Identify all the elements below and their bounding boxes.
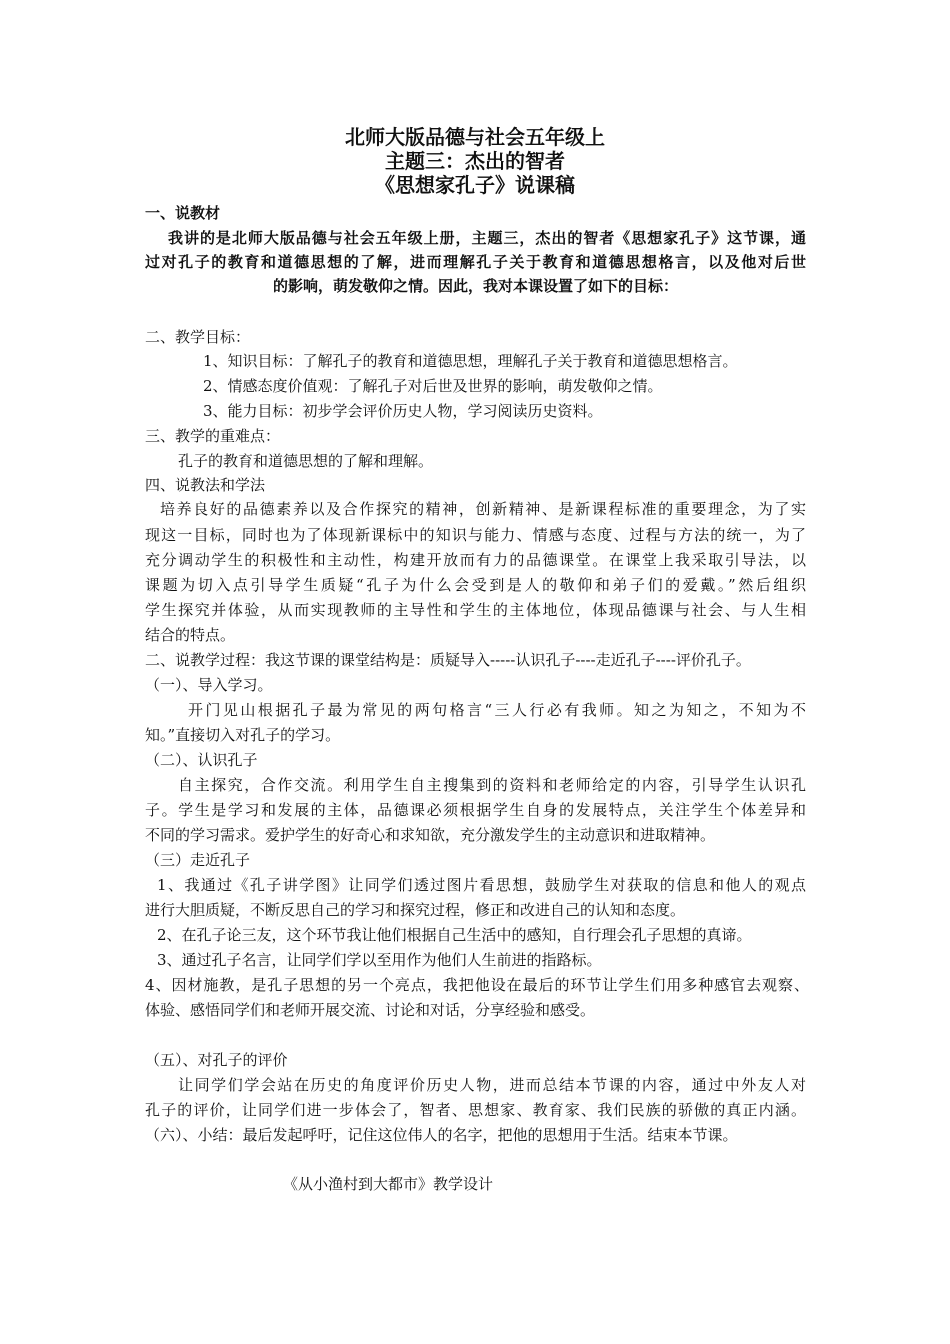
part-3-line: 4、因材施教，是孔子思想的另一个亮点，我把他设在最后的环节让学生们用多种感官去观察、 <box>145 976 809 994</box>
doc-subtitle-lesson: 《思想家孔子》说课稿 <box>375 173 575 197</box>
doc-title: 北师大版品德与社会五年级上 <box>345 125 605 149</box>
part-2-line: 不同的学习需求。爱护学生的好奇心和求知欲，充分激发学生的主动意识和进取精神。 <box>145 826 716 844</box>
part-3-heading: （三）走近孔子 <box>145 851 251 869</box>
part-1-heading: （一）、导入学习。 <box>145 676 273 694</box>
section-1-line-3: 的影响，萌发敬仰之情。因此，我对本课设置了如下的目标： <box>272 277 678 295</box>
section-4-line: 课题为切入点引导学生质疑“孔子为什么会受到是人的敬仰和弟子们的爱戴。”然后组织 <box>145 576 806 594</box>
part-5-line: 让同学们学会站在历史的角度评价历史人物，进而总结本节课的内容，通过中外友人对 <box>178 1076 806 1094</box>
part-1-line: 知。”直接切入对孔子的学习。 <box>145 726 341 744</box>
section-4-line: 现这一目标，同时也为了体现新课标中的知识与能力、情感与态度、过程与方法的统一，为了 <box>145 526 806 544</box>
part-5-heading: （五）、对孔子的评价 <box>145 1051 288 1069</box>
goal-item: 1、知识目标：了解孔子的教育和道德思想，理解孔子关于教育和道德思想格言。 <box>203 352 738 370</box>
section-4-line: 结合的特点。 <box>145 626 236 644</box>
part-2-heading: （二）、认识孔子 <box>145 751 258 769</box>
part-3-line: 进行大胆质疑，不断反思自己的学习和探究过程，修正和改进自己的认知和态度。 <box>145 901 686 919</box>
section-1-line-2: 过对孔子的教育和道德思想的了解，进而理解孔子关于教育和道德思想格言，以及他对后世 <box>145 253 806 271</box>
doc-subtitle-theme: 主题三：杰出的智者 <box>385 149 565 173</box>
section-3-text: 孔子的教育和道德思想的了解和理解。 <box>178 452 434 470</box>
goal-item: 3、能力目标：初步学会评价历史人物，学习阅读历史资料。 <box>203 402 603 420</box>
section-4-heading: 四、说教法和学法 <box>145 476 266 494</box>
section-2-heading: 二、教学目标： <box>145 328 251 346</box>
part-1-line: 开门见山根据孔子最为常见的两句格言“三人行必有我师。知之为知之，不知为不 <box>188 701 806 719</box>
part-3-line: 3、通过孔子名言，让同学们学以至用作为他们人生前进的指路标。 <box>157 951 602 969</box>
section-1-line-1: 我讲的是北师大版品德与社会五年级上册，主题三，杰出的智者《思想家孔子》这节课，通 <box>168 229 806 247</box>
part-3-line: 2、在孔子论三友，这个环节我让他们根据自己生活中的感知，自行理会孔子思想的真谛。 <box>157 926 752 944</box>
part-6-summary: （六）、小结：最后发起呼吁，记住这位伟人的名字，把他的思想用于生活。结束本节课。 <box>145 1126 738 1144</box>
part-2-line: 子。学生是学习和发展的主体，品德课必须根据学生自身的发展特点，关注学生个体差异和 <box>145 801 806 819</box>
footer-title: 《从小渔村到大都市》教学设计 <box>283 1175 494 1193</box>
part-5-line: 孔子的评价，让同学们进一步体会了，智者、思想家、教育家、我们民族的骄傲的真正内涵。 <box>145 1101 806 1119</box>
part-3-line: 体验、感悟同学们和老师开展交流、讨论和对话，分享经验和感受。 <box>145 1001 596 1019</box>
process-heading: 二、说教学过程：我这节课的课堂结构是：质疑导入-----认识孔子----走近孔子----评价孔子。 <box>145 651 751 669</box>
section-1-heading: 一、说教材 <box>145 204 221 222</box>
part-2-line: 自主探究，合作交流。利用学生自主搜集到的资料和老师给定的内容，引导学生认识孔 <box>178 776 806 794</box>
section-4-line: 充分调动学生的积极性和主动性，构建开放而有力的品德课堂。在课堂上我采取引导法，以 <box>145 551 806 569</box>
section-3-heading: 三、教学的重难点： <box>145 427 281 445</box>
goal-item: 2、情感态度价值观：了解孔子对后世及世界的影响，萌发敬仰之情。 <box>203 377 663 395</box>
part-3-line: 1、我通过《孔子讲学图》让同学们透过图片看思想，鼓励学生对获取的信息和他人的观点 <box>157 876 806 894</box>
section-4-line: 培养良好的品德素养以及合作探究的精神，创新精神、是新课程标准的重要理念，为了实 <box>160 500 806 518</box>
section-4-line: 学生探究并体验，从而实现教师的主导性和学生的主体地位，体现品德课与社会、与人生相 <box>145 601 806 619</box>
